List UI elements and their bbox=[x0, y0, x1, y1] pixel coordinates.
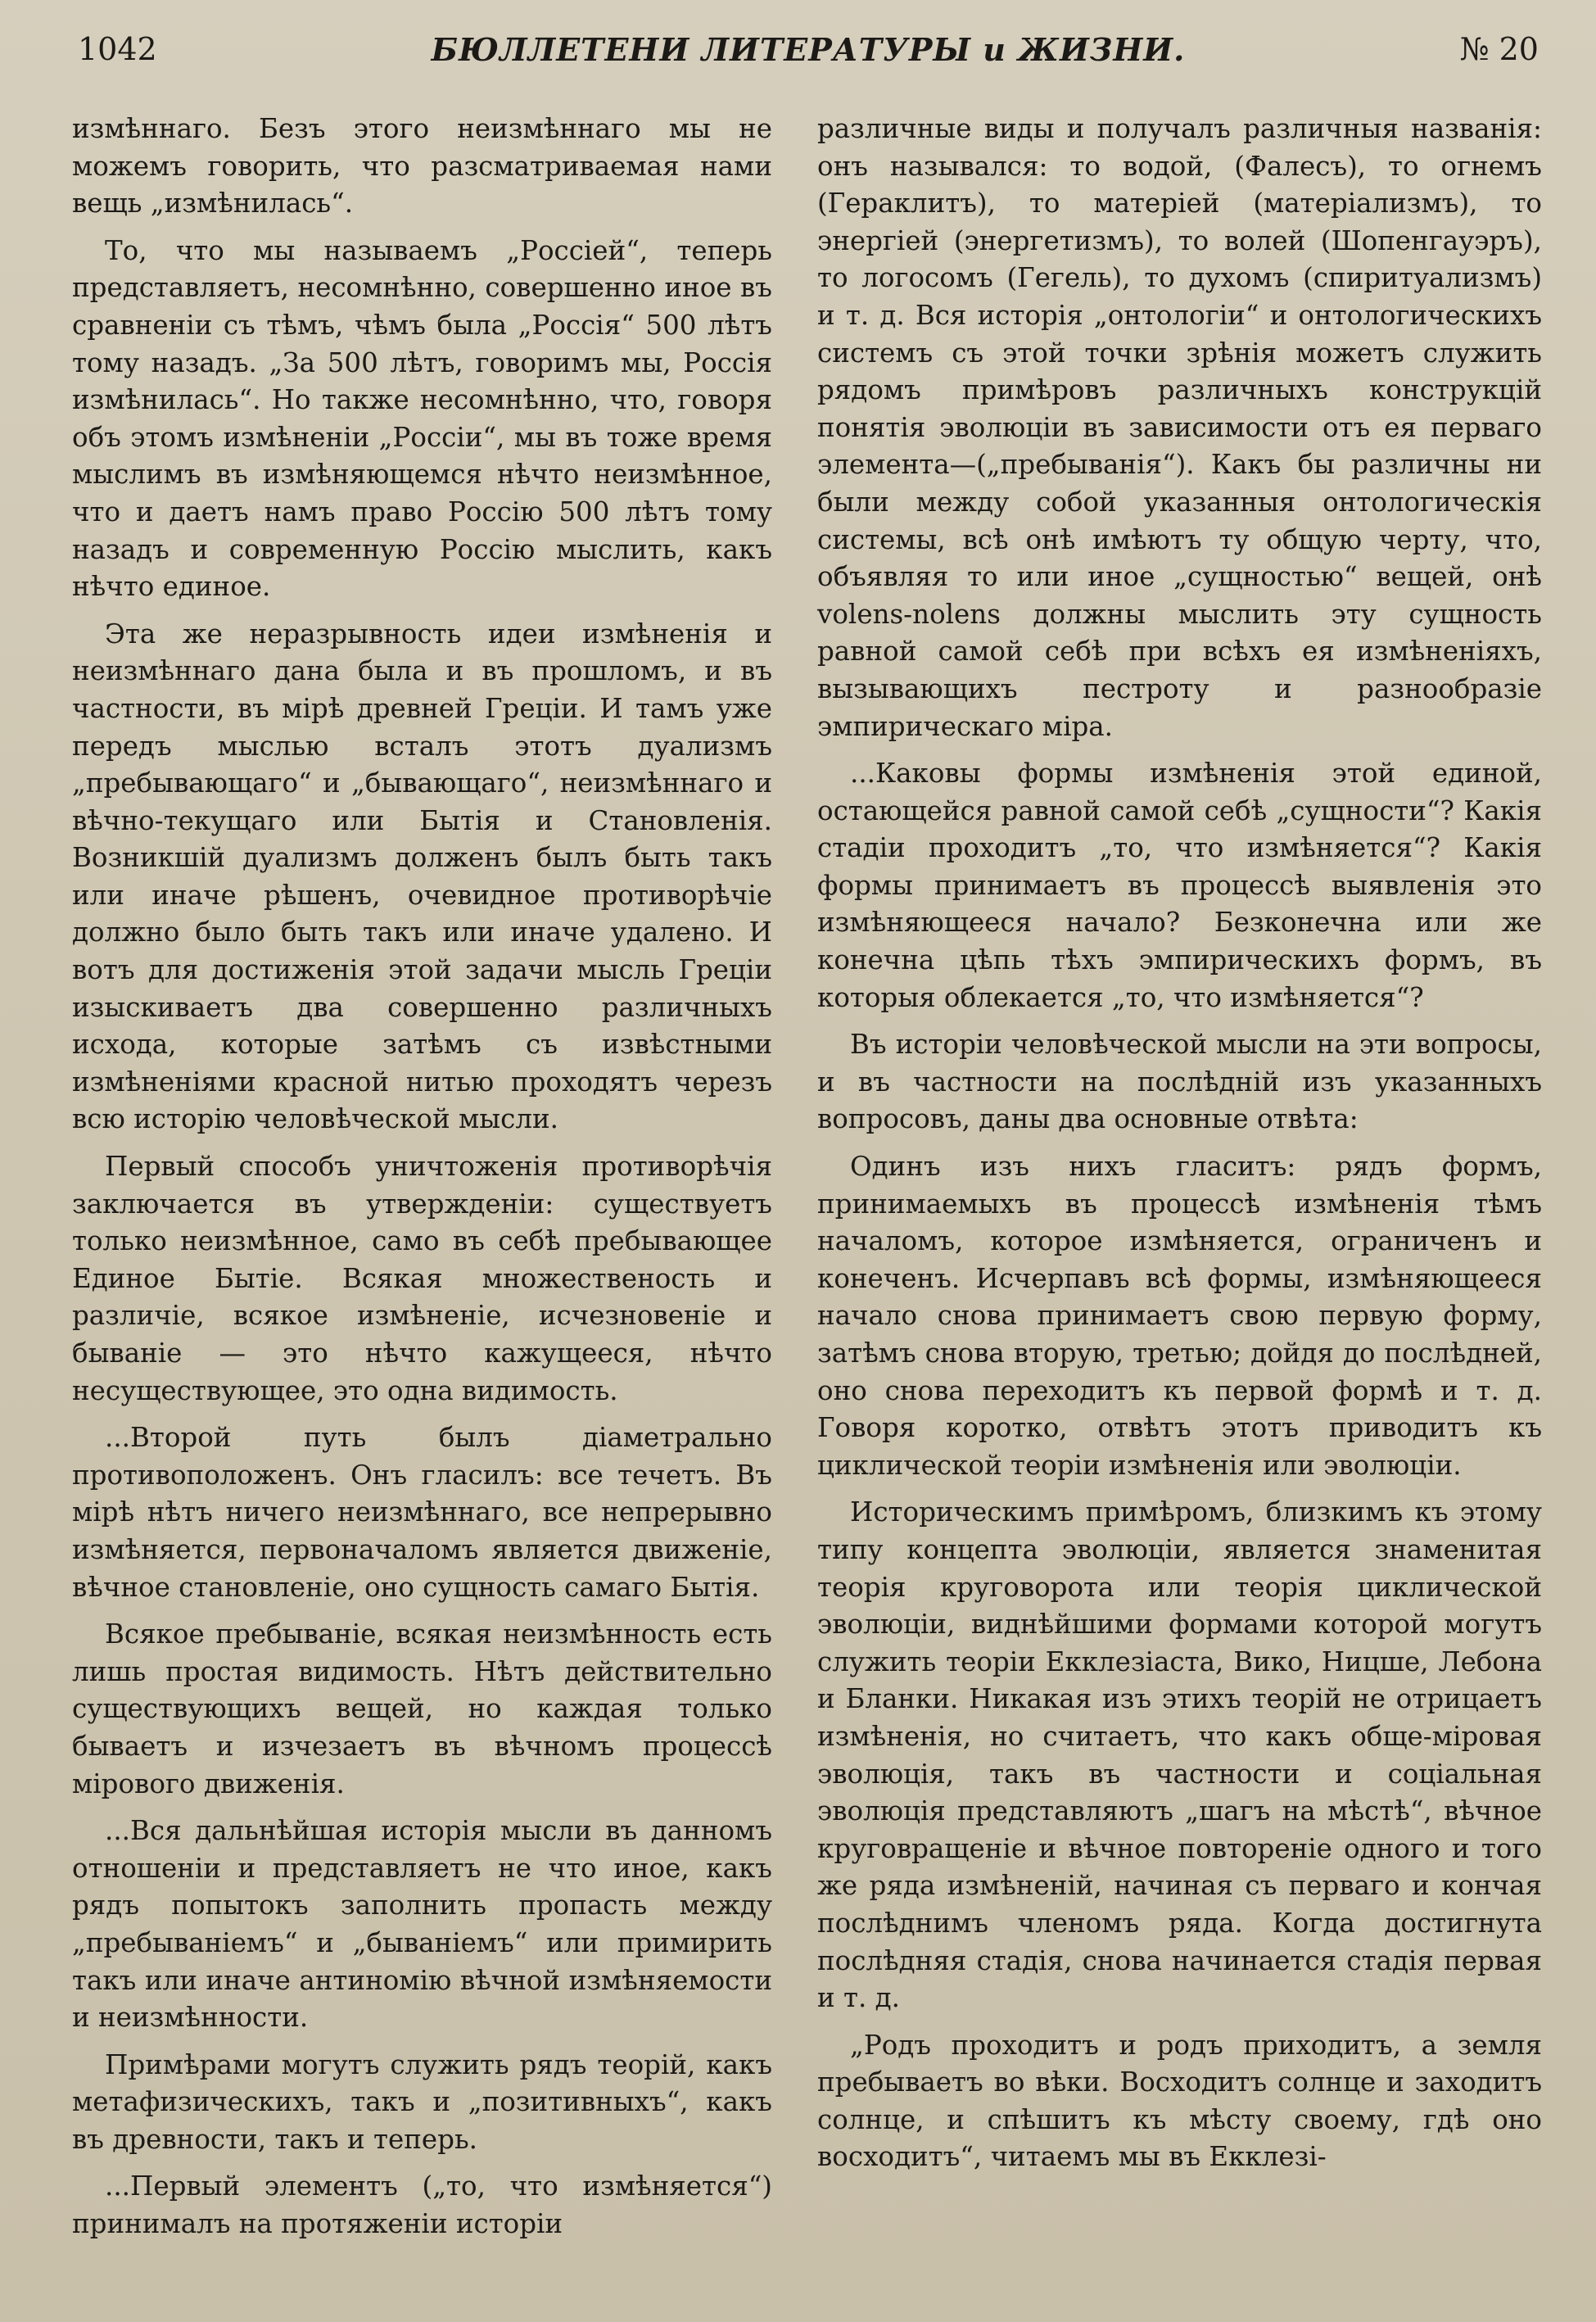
paragraph: Примѣрами могутъ служить рядъ теорiй, какъ метафизическихъ, такъ и „позитивныхъ“, какъ въ древности, такъ и теперь. bbox=[72, 2048, 772, 2155]
paragraph: Одинъ изъ нихъ гласитъ: рядъ формъ, принимаемыхъ въ процессѣ измѣненія тѣмъ началомъ, которое измѣняется, ограниченъ и конеченъ. Исчерпавъ всѣ формы, измѣняющееся начало снова принимаетъ свою первую форму, затѣмъ снова вторую, третью; дойдя до послѣдней, оно снова переходитъ къ первой формѣ и т. д. Говоря коротко, отвѣтъ этотъ приводитъ къ циклической теорiи измѣненія или эволюцiи. bbox=[817, 1151, 1542, 1481]
paragraph: ...Вся дальнѣйшая исторія мысли въ данномъ отношенiи и представляетъ не что иное, какъ рядъ попытокъ заполнить пропасть между „пребыванiемъ“ и „быванiемъ“ или примирить такъ или иначе антиномiю вѣчной измѣняемости и неизмѣнности. bbox=[72, 1815, 772, 2034]
paragraph: измѣннаго. Безъ этого неизмѣннаго мы не можемъ говорить, что разсматриваемая нами вещь „измѣнилась“. bbox=[72, 113, 772, 220]
right-column bbox=[817, 111, 1542, 2186]
page-number: 1042 bbox=[78, 31, 157, 67]
paragraph: различные виды и получалъ различныя названiя: онъ назывался: то водой, (Фалесъ), то огнемъ (Гераклитъ), то матерiей (матерiализмъ), то энергiей (энергетизмъ), то волей (Шопенгауэръ), то логосомъ (Гегель), то духомъ (спиритуализмъ) и т. д. Вся исторiя „онтологiи“ и онтологическихъ системъ съ этой точки зрѣнiя можетъ служить рядомъ примѣровъ различныхъ конструкцiй понятія эволюцiи въ зависимости отъ ея перваго элемента—(„пребыванiя“). Какъ бы различны ни были между собой указанныя онтологическiя системы, всѣ онѣ имѣютъ ту общую черту, что, объявляя то или иное „сущностью“ вещей, онѣ volens-nolens должны мыслить эту сущность равной самой себѣ при всѣхъ ея измѣненiяхъ, вызывающихъ пестроту и разнообразiе эмпирическаго мiра. bbox=[817, 113, 1542, 742]
paragraph: Историческимъ примѣромъ, близкимъ къ этому типу концепта эволюцiи, является знаменитая теорiя круговорота или теорія циклической эволюцiи, виднѣйшими формами которой могутъ служить теорiи Екклезiаста, Вико, Ницше, Лебона и Бланки. Никакая изъ этихъ теорiй не отрицаетъ измѣненія, но считаетъ, что какъ обще-мiровая эволюція, такъ въ частности и соцiальная эволюцiя представляютъ „шагъ на мѣстѣ“, вѣчное круговращенiе и вѣчное повторенiе одного и того же ряда измѣненiй, начиная съ перваго и кончая послѣднимъ членомъ ряда. Когда достигнута послѣдняя стадiя, снова начинается стадiя первая и т. д. bbox=[817, 1496, 1542, 2014]
page-header bbox=[78, 31, 1539, 84]
paragraph: Всякое пребыванiе, всякая неизмѣнность есть лишь простая видимость. Нѣтъ действительно существующихъ вещей, но каждая только бываетъ и изчезаетъ въ вѣчномъ процессѣ мiрового движенія. bbox=[72, 1618, 772, 1799]
issue-number: № 20 bbox=[1459, 31, 1539, 67]
paragraph: ...Каковы формы измѣненія этой единой, остающейся равной самой себѣ „сущности“? Какiя стадiи проходитъ „то, что измѣняется“? Какiя формы принимаетъ въ процессѣ выявленiя это измѣняющееся начало? Безконечна или же конечна цѣпь тѣхъ эмпирическихъ формъ, въ которыя облекается „то, что измѣняется“? bbox=[817, 758, 1542, 1013]
paragraph: „Родъ проходитъ и родъ приходитъ, а земля пребываетъ во вѣки. Восходитъ солнце и заходитъ солнце, и спѣшитъ къ мѣсту своему, гдѣ оно восходитъ“, читаемъ мы въ Екклезi- bbox=[817, 2029, 1542, 2173]
paragraph: ...Второй путь былъ дiаметрально противоположенъ. Онъ гласилъ: все течетъ. Въ мiрѣ нѣтъ ничего неизмѣннаго, все непрерывно измѣняется, первоначаломъ является движенiе, вѣчное становленiе, оно сущность самаго Бытія. bbox=[72, 1422, 772, 1603]
paragraph: ...Первый элементъ („то, что измѣняется“) принималъ на протяженiи исторiи bbox=[72, 2170, 772, 2240]
left-column bbox=[72, 111, 772, 2253]
paragraph: Первый способъ уничтоженія противорѣчiя заключается въ утвержденiи: существуетъ только неизмѣнное, само въ себѣ пребывающее Единое Бытiе. Всякая множественость и различiе, всякое измѣненiе, исчезновенiе и быванiе — это нѣчто кажущееся, нѣчто несуществующее, это одна видимость. bbox=[72, 1151, 772, 1406]
journal-title: БЮЛЛЕТЕНИ ЛИТЕРАТУРЫ и ЖИЗНИ. bbox=[431, 31, 1186, 68]
paragraph: Эта же неразрывность идеи измѣненія и неизмѣннаго дана была и въ прошломъ, и въ частности, въ мiрѣ древней Грецiи. И тамъ уже передъ мыслью всталъ этотъ дуализмъ „пребывающаго“ и „бывающаго“, неизмѣннаго и вѣчно-текущаго или Бытія и Становленія. Возникшiй дуализмъ долженъ былъ быть такъ или иначе рѣшенъ, очевидное противорѣчiе должно было быть такъ или иначе удалено. И вотъ для достиженія этой задачи мысль Грецiи изыскиваетъ два совершенно различныхъ исхода, которые затѣмъ съ извѣстными измѣненiями красной нитью проходятъ черезъ всю исторiю человѣческой мысли. bbox=[72, 618, 772, 1135]
paragraph: То, что мы называемъ „Россiей“, теперь представляетъ, несомнѣнно, совершенно иное въ сравненiи съ тѣмъ, чѣмъ была „Россія“ 500 лѣтъ тому назадъ. „За 500 лѣтъ, говоримъ мы, Россія измѣнилась“. Но также несомнѣнно, что, говоря объ этомъ измѣненiи „Россiи“, мы въ тоже время мыслимъ въ измѣняющемся нѣчто неизмѣнное, что и даетъ намъ право Россiю 500 лѣтъ тому назадъ и современную Россiю мыслить, какъ нѣчто единое. bbox=[72, 234, 772, 603]
paragraph: Въ исторiи человѣческой мысли на эти вопросы, и въ частности на послѣднiй изъ указанныхъ вопросовъ, даны два основные отвѣта: bbox=[817, 1029, 1542, 1135]
